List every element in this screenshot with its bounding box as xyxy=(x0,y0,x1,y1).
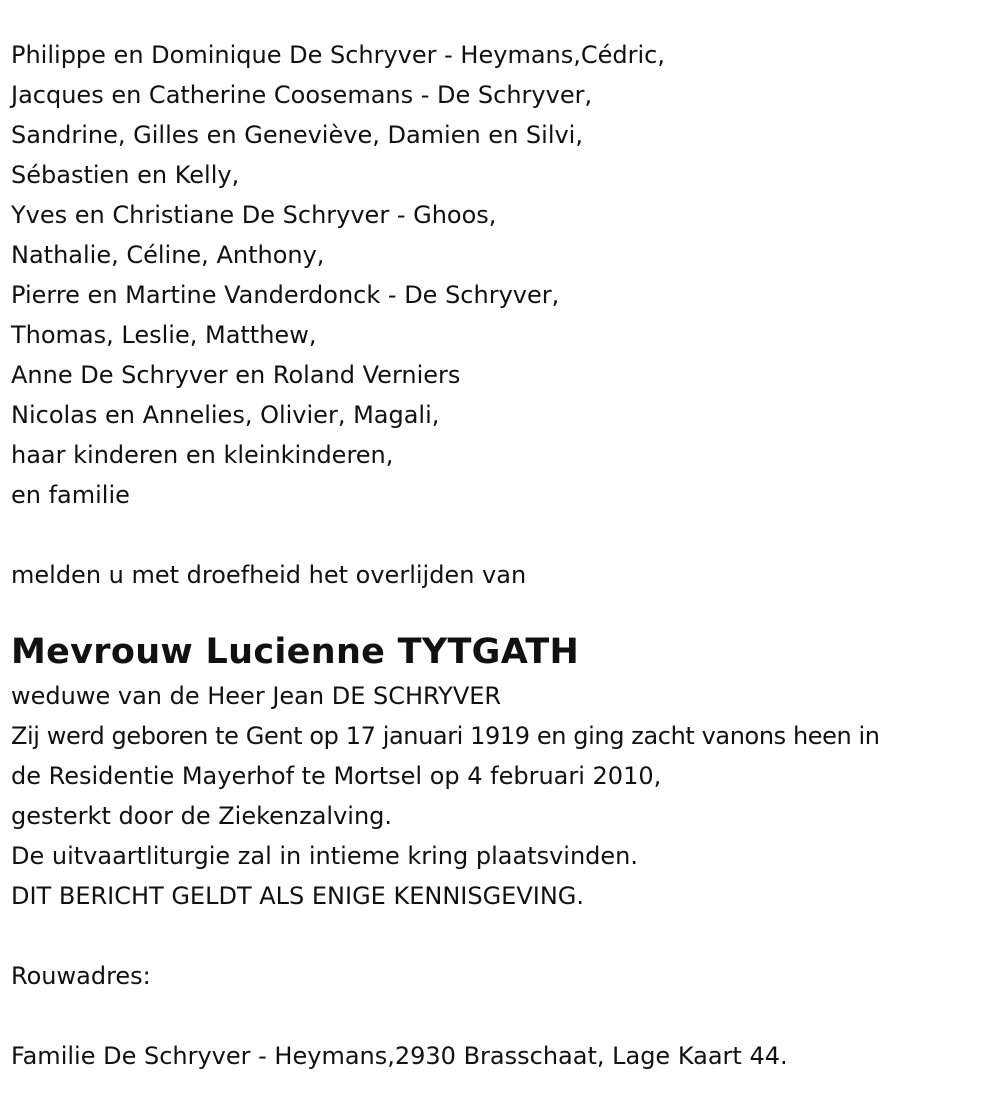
announcement-text: melden u met droefheid het overlijden van xyxy=(11,561,527,589)
family-line: Anne De Schryver en Roland Verniers xyxy=(11,361,461,389)
family-line: Sébastien en Kelly, xyxy=(11,161,240,189)
family-line: Nicolas en Annelies, Olivier, Magali, xyxy=(11,401,440,429)
deceased-name: Mevrouw Lucienne TYTGATH xyxy=(11,632,580,672)
details-line: Zij werd geboren te Gent op 17 januari 1919 en ging zacht vanons heen in xyxy=(11,722,880,750)
family-line: Philippe en Dominique De Schryver - Heymans,Cédric, xyxy=(11,41,665,69)
details-line: de Residentie Mayerhof te Mortsel op 4 februari 2010, xyxy=(11,762,662,790)
details-line: DIT BERICHT GELDT ALS ENIGE KENNISGEVING. xyxy=(11,882,585,910)
details-block xyxy=(11,676,1000,916)
address-label: Rouwadres: xyxy=(11,962,151,990)
spacer xyxy=(11,996,1000,1036)
details-line: weduwe van de Heer Jean DE SCHRYVER xyxy=(11,682,502,710)
family-line: Nathalie, Céline, Anthony, xyxy=(11,241,325,269)
family-line: Thomas, Leslie, Matthew, xyxy=(11,321,317,349)
details-line: De uitvaartliturgie zal in intieme kring plaatsvinden. xyxy=(11,842,639,870)
spacer xyxy=(11,595,1000,628)
family-line: Yves en Christiane De Schryver - Ghoos, xyxy=(11,201,497,229)
family-line: Pierre en Martine Vanderdonck - De Schryver, xyxy=(11,281,560,309)
family-line: en familie xyxy=(11,481,130,509)
family-line: haar kinderen en kleinkinderen, xyxy=(11,441,394,469)
family-line: Sandrine, Gilles en Geneviève, Damien en Silvi, xyxy=(11,121,583,149)
family-line: Jacques en Catherine Coosemans - De Schryver, xyxy=(11,81,593,109)
mourning-address: Familie De Schryver - Heymans,2930 Brasschaat, Lage Kaart 44. xyxy=(11,1042,788,1070)
family-list xyxy=(11,35,1000,515)
details-line: gesterkt door de Ziekenzalving. xyxy=(11,802,393,830)
spacer xyxy=(11,916,1000,956)
spacer xyxy=(11,515,1000,555)
